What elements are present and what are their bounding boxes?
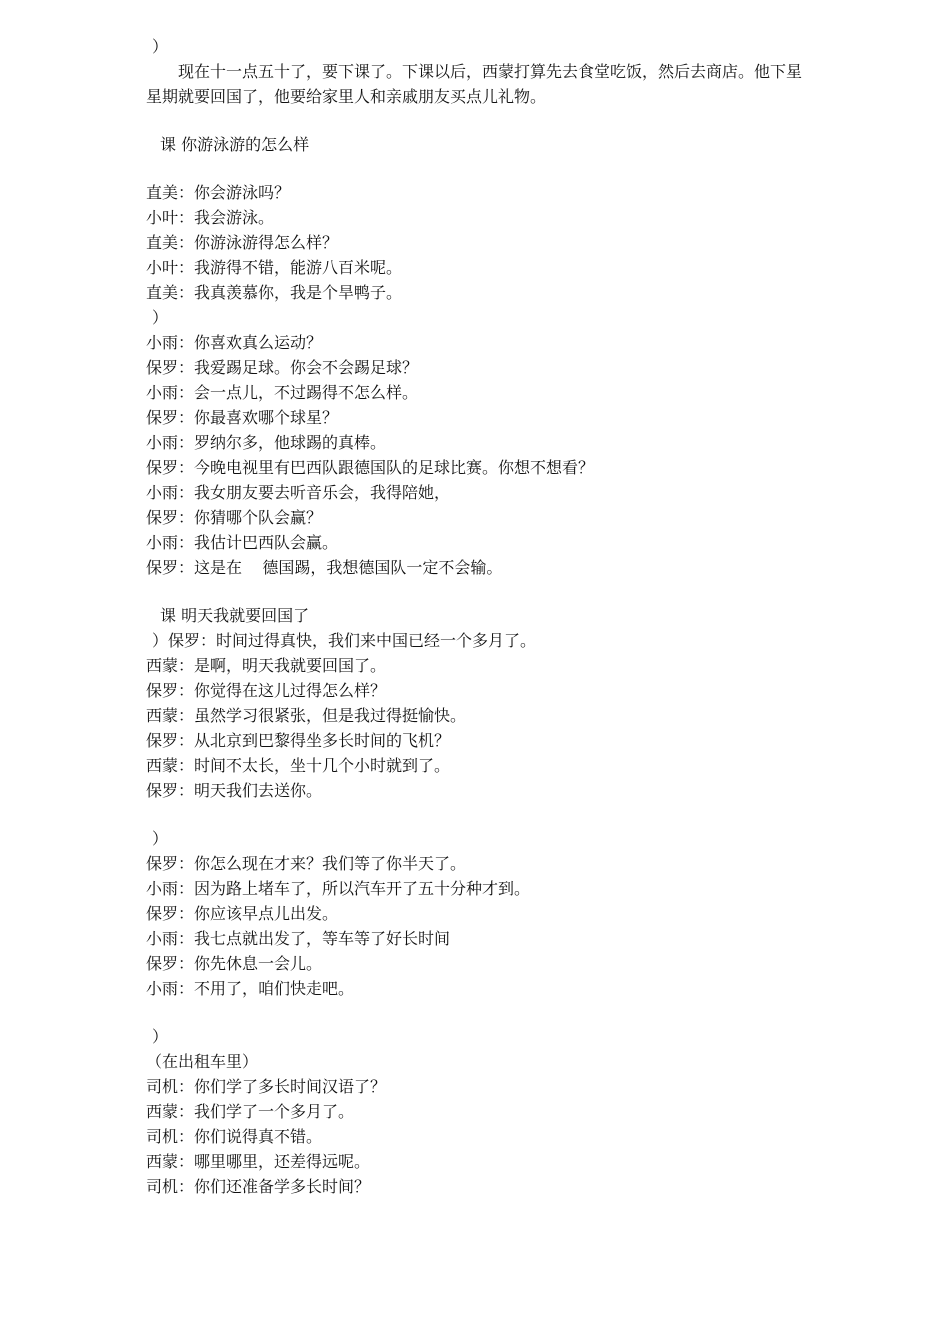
dialogue-line: 小雨：我七点就出发了，等车等了好长时间	[146, 929, 451, 948]
dialogue-line: 司机：你们还准备学多长时间？	[146, 1177, 371, 1196]
dialogue-line: 小雨：因为路上堵车了，所以汽车开了五十分种才到。	[146, 879, 531, 898]
paren-marker: ）	[152, 829, 169, 848]
dialogue-line: 西蒙：哪里哪里，还差得远呢。	[146, 1152, 371, 1171]
blank-line	[146, 803, 826, 826]
dialogue-line: ）保罗：时间过得真快，我们来中国已经一个多月了。	[152, 631, 537, 650]
dialogue-line: 小雨：不用了，咱们快走吧。	[146, 979, 355, 998]
dialogue-line: 保罗：你应该早点儿出发。	[146, 904, 339, 923]
dialogue-line: 小雨：我估计巴西队会赢。	[146, 533, 339, 552]
dialogue-line: 保罗：你先休息一会儿。	[146, 954, 323, 973]
scene-note: （在出租车里）	[146, 1052, 259, 1071]
narrative-paragraph: 现在十一点五十了，要下课了。下课以后，西蒙打算先去食堂吃饭，然后去商店。他下星星期就要回国了，他要给家里人和亲戚朋友买点儿礼物。	[146, 62, 803, 106]
dialogue-line: 西蒙：是啊，明天我就要回国了。	[146, 656, 387, 675]
dialogue-line: 保罗：你最喜欢哪个球星？	[146, 408, 339, 427]
dialogue-line: 小叶：我游得不错，能游八百米呢。	[146, 258, 403, 277]
dialogue-line: 直美：你游泳游得怎么样？	[146, 233, 339, 252]
paren-marker: ）	[152, 37, 169, 56]
dialogue-line: 保罗：从北京到巴黎得坐多长时间的飞机？	[146, 731, 451, 750]
dialogue-line: 小叶：我会游泳。	[146, 208, 275, 227]
document-page	[146, 34, 826, 1199]
dialogue-line: 保罗：你觉得在这儿过得怎么样？	[146, 681, 387, 700]
lesson-title-swimming: 课 你游泳游的怎么样	[160, 135, 310, 154]
dialogue-line: 司机：你们说得真不错。	[146, 1127, 323, 1146]
dialogue-line: 司机：你们学了多长时间汉语了？	[146, 1077, 387, 1096]
dialogue-line: 保罗：你猜哪个队会赢？	[146, 508, 323, 527]
dialogue-line: 保罗：明天我们去送你。	[146, 781, 323, 800]
paren-marker: ）	[152, 1027, 169, 1046]
dialogue-line: 西蒙：我们学了一个多月了。	[146, 1102, 355, 1121]
blank-line	[146, 580, 826, 603]
dialogue-line: 直美：你会游泳吗？	[146, 183, 291, 202]
paren-marker: ）	[152, 308, 169, 327]
dialogue-line: 保罗：这是在 德国踢，我想德国队一定不会输。	[146, 558, 503, 577]
dialogue-line: 保罗：你怎么现在才来？我们等了你半天了。	[146, 854, 467, 873]
dialogue-line: 直美：我真羡慕你，我是个旱鸭子。	[146, 283, 403, 302]
dialogue-line: 保罗：我爱踢足球。你会不会踢足球？	[146, 358, 419, 377]
dialogue-line: 保罗：今晚电视里有巴西队跟德国队的足球比赛。你想不想看？	[146, 458, 595, 477]
dialogue-line: 小雨：我女朋友要去听音乐会，我得陪她，	[146, 483, 451, 502]
blank-line	[146, 157, 826, 180]
dialogue-line: 小雨：会一点儿，不过踢得不怎么样。	[146, 383, 419, 402]
dialogue-line: 西蒙：虽然学习很紧张，但是我过得挺愉快。	[146, 706, 467, 725]
lesson-title-going-home: 课 明天我就要回国了	[160, 606, 310, 625]
dialogue-line: 小雨：罗纳尔多，他球踢的真棒。	[146, 433, 387, 452]
blank-line	[146, 109, 826, 132]
blank-line	[146, 1001, 826, 1024]
dialogue-line: 小雨：你喜欢真么运动？	[146, 333, 323, 352]
dialogue-line: 西蒙：时间不太长，坐十几个小时就到了。	[146, 756, 451, 775]
